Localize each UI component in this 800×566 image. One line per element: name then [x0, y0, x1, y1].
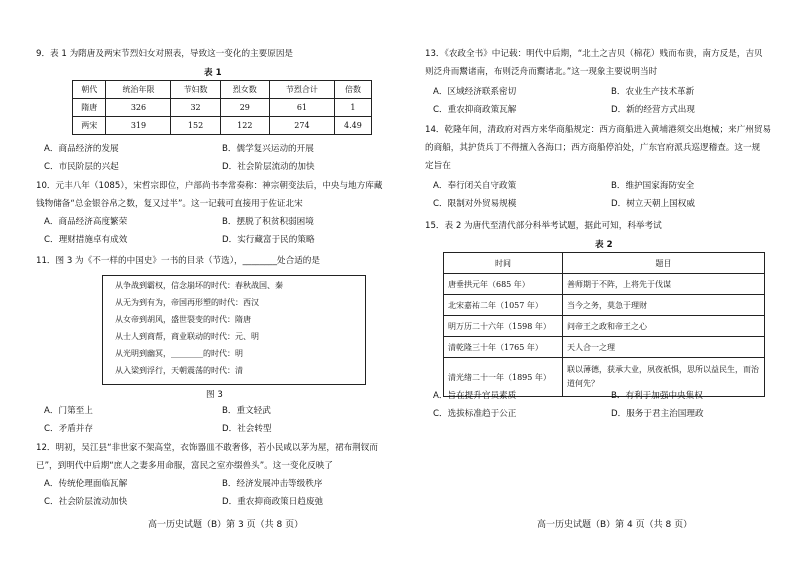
- option-d[interactable]: D．社会转型: [222, 424, 272, 434]
- table-cell: 29: [220, 99, 269, 117]
- table-row: [444, 274, 765, 295]
- option-a[interactable]: A．商品经济高度繁荣: [44, 217, 128, 227]
- toc-line: 从争战到霸权，信念崩坏的时代：春秋战国、秦: [115, 281, 283, 290]
- table-cell: 善师期于不阵，上将先于伐谋: [563, 274, 765, 295]
- table-1: [72, 80, 372, 135]
- q11-stem: 11．图 3 为《不一样的中国史》一书的目录（节选），________处合适的是: [36, 256, 320, 266]
- table-row: [73, 99, 372, 117]
- table-cell: 274: [269, 117, 334, 135]
- table-cell: 联以薄德，获承大业，夙夜祇惧，思所以益民生，而治道何先？: [563, 358, 765, 397]
- table-header-row: [73, 81, 372, 99]
- table2-caption: 表 2: [595, 240, 613, 250]
- table-cell: 隋唐: [73, 99, 106, 117]
- toc-line: 从光明到幽冥，________的时代：明: [115, 349, 243, 358]
- table-header-cell: 节烈合计: [269, 81, 334, 99]
- page-footer: 高一历史试题（B）第 3 页（共 8 页）: [148, 520, 304, 530]
- q14-line3: 定旨在: [425, 161, 451, 171]
- q13-line1: 13．《农政全书》中记载：明代中后期，“北土之吉贝（棉花）贱而布贵，南方反是，吉贝: [425, 49, 763, 59]
- table-cell: 326: [106, 99, 171, 117]
- q13-line2: 则泛舟而鬻诸南，布则泛舟而鬻诸北。”这一现象主要说明当时: [425, 67, 658, 77]
- toc-line: 从女帝到胡风，盛世裂变的时代：隋唐: [115, 315, 251, 324]
- table-cell: 当今之务，莫急于理财: [563, 295, 765, 316]
- option-c[interactable]: C．市民阶层的兴起: [44, 162, 119, 172]
- table-header-cell: 统治年限: [106, 81, 171, 99]
- figure-3-caption: 图 3: [206, 390, 223, 400]
- option-a[interactable]: A．奉行闭关自守政策: [433, 181, 517, 191]
- table-header-cell: 时间: [444, 253, 563, 274]
- table-cell: 1: [334, 99, 371, 117]
- option-c[interactable]: C．限制对外贸易规模: [433, 199, 517, 209]
- option-a[interactable]: A．旨在提升官员素质: [433, 391, 517, 401]
- table-row: [444, 295, 765, 316]
- left-page: [36, 0, 406, 566]
- toc-line: 从入梁到浮行，天朝震荡的时代：清: [115, 366, 243, 375]
- option-a[interactable]: A．门第至上: [44, 406, 93, 416]
- q10-line1: 10．元丰八年（1085），宋哲宗即位，户部尚书李常奏称：神宗朝变法后，中央与地方库藏: [36, 181, 383, 191]
- toc-line: 从无为到有为，帝国再形塑的时代：西汉: [115, 298, 259, 307]
- option-b[interactable]: B．经济发展冲击等级秩序: [222, 479, 323, 489]
- table-header-cell: 题目: [563, 253, 765, 274]
- table-cell: 清乾隆三十年（1765 年）: [444, 337, 563, 358]
- table-cell: 清光绪二十一年（1895 年）: [444, 358, 563, 397]
- table-cell: 122: [220, 117, 269, 135]
- toc-line: 从士人到商帮，商业联动的时代：元、明: [115, 332, 259, 341]
- table-cell: 61: [269, 99, 334, 117]
- table-header-row: [444, 253, 765, 274]
- option-b[interactable]: B．维护国家海防安全: [611, 181, 695, 191]
- q12-line2: 已”，到明代中后期“庶人之妻多用命服，富民之室亦缀兽头”。这一变化反映了: [36, 461, 333, 471]
- table-cell: 北宋嘉祐二年（1057 年）: [444, 295, 563, 316]
- table1-caption: 表 1: [204, 68, 222, 78]
- table-cell: 4.49: [334, 117, 371, 135]
- table-cell: 天人合一之理: [563, 337, 765, 358]
- table-row: [73, 117, 372, 135]
- right-page: [425, 0, 795, 566]
- q14-line2: 的商船，其护货兵丁不得擅入各海口；西方商船停泊处，广东官府派兵巡逻稽查。这一规: [425, 143, 761, 153]
- table-row: [444, 337, 765, 358]
- table-header-cell: 节妇数: [171, 81, 220, 99]
- figure-3-box: [102, 275, 366, 385]
- table-2: [443, 252, 765, 397]
- table-cell: 明万历二十六年（1598 年）: [444, 316, 563, 337]
- option-d[interactable]: D．重农抑商政策日趋废弛: [222, 497, 324, 507]
- option-d[interactable]: D．社会阶层流动的加快: [222, 162, 315, 172]
- table-header-cell: 倍数: [334, 81, 371, 99]
- table-row: [444, 316, 765, 337]
- option-d[interactable]: D．新的经营方式出现: [611, 105, 695, 115]
- table-cell: 两宋: [73, 117, 106, 135]
- option-b[interactable]: B．重文轻武: [222, 406, 271, 416]
- option-c[interactable]: C．重农抑商政策瓦解: [433, 105, 517, 115]
- option-d[interactable]: D．服务于君主治国理政: [611, 409, 704, 419]
- page-footer: 高一历史试题（B）第 4 页（共 8 页）: [537, 520, 693, 530]
- option-a[interactable]: A．商品经济的发展: [44, 144, 119, 154]
- q10-line2: 钱物储备“总金银谷帛之数，复又过半”。这一记载可直接用于佐证北宋: [36, 199, 303, 209]
- option-b[interactable]: B．农业生产技术革新: [611, 87, 695, 97]
- option-b[interactable]: B．儒学复兴运动的开展: [222, 144, 314, 154]
- option-d[interactable]: D．实行藏富于民的策略: [222, 235, 315, 245]
- option-a[interactable]: A．传统伦理面临瓦解: [44, 479, 128, 489]
- q14-line1: 14．乾隆年间，清政府对西方来华商船规定：西方商船进入黄埔港须交出炮械；来广州贸易: [425, 125, 772, 135]
- q12-line1: 12．明初，吴江县“非世家不架高堂，衣饰器皿不敢奢侈，若小民咸以茅为屋，裙布荆钗而: [36, 443, 378, 453]
- option-c[interactable]: C．理财措施卓有成效: [44, 235, 128, 245]
- option-a[interactable]: A．区域经济联系密切: [433, 87, 517, 97]
- option-d[interactable]: D．树立天朝上国权威: [611, 199, 695, 209]
- q15-stem: 15．表 2 为唐代至清代部分科举考试题，据此可知，科举考试: [425, 221, 662, 231]
- option-c[interactable]: C．矛盾并存: [44, 424, 93, 434]
- table-cell: 32: [171, 99, 220, 117]
- option-b[interactable]: B．摆脱了积贫积弱困境: [222, 217, 314, 227]
- q9-stem: 9．表 1 为隋唐及两宋节烈妇女对照表，导致这一变化的主要原因是: [36, 49, 294, 59]
- table-cell: 问帝王之政和帝王之心: [563, 316, 765, 337]
- table-cell: 唐垂拱元年（685 年）: [444, 274, 563, 295]
- table-header-cell: 朝代: [73, 81, 106, 99]
- table-cell: 152: [171, 117, 220, 135]
- table-cell: 319: [106, 117, 171, 135]
- option-c[interactable]: C．选拔标准趋于公正: [433, 409, 517, 419]
- option-b[interactable]: B．有利于加强中央集权: [611, 391, 703, 401]
- option-c[interactable]: C．社会阶层流动加快: [44, 497, 128, 507]
- table-header-cell: 烈女数: [220, 81, 269, 99]
